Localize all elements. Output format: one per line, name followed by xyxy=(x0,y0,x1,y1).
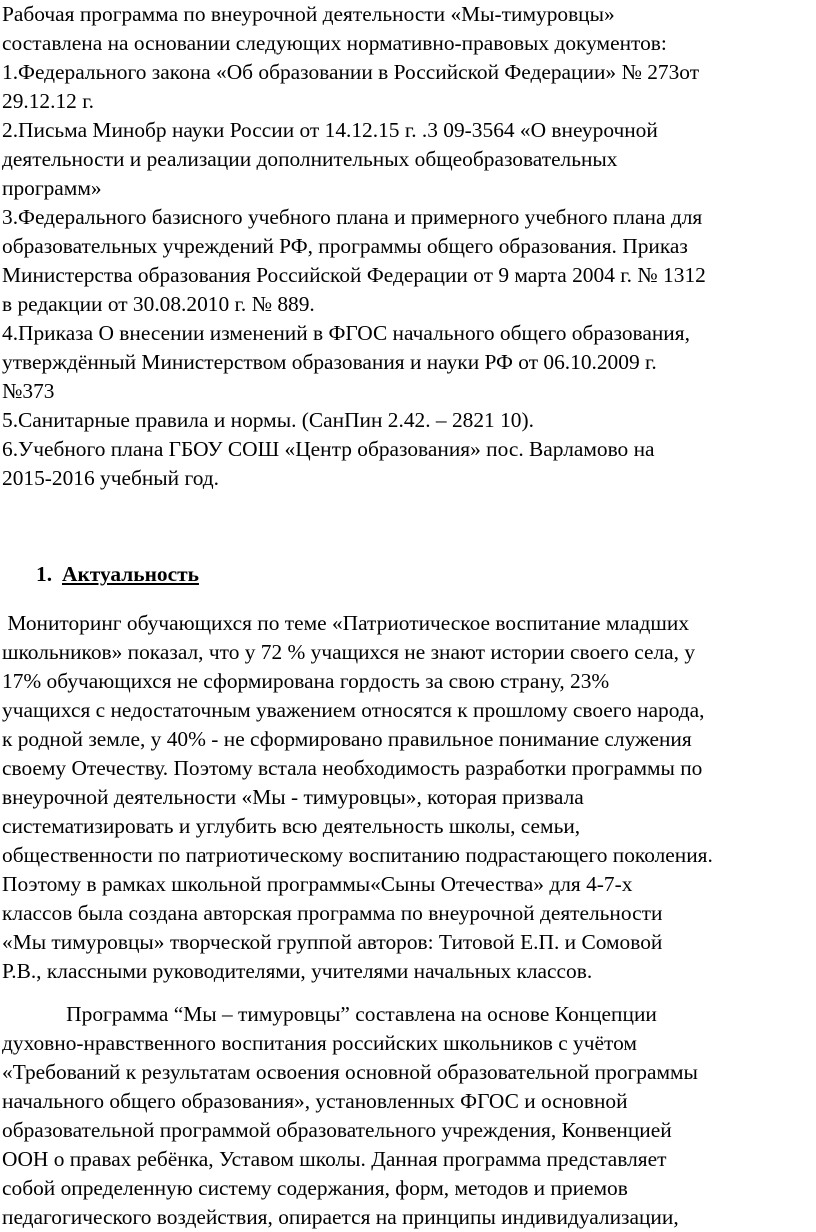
paragraph-line: внеурочной деятельности «Мы - тимуровцы», которая призвала xyxy=(2,785,584,809)
intro-line: №373 xyxy=(2,379,55,403)
intro-line: программ» xyxy=(2,176,102,200)
paragraph-line: «Требований к результатам освоения основной образовательной программы xyxy=(2,1060,698,1084)
paragraph-line: образовательной программой образовательного учреждения, Конвенцией xyxy=(2,1118,672,1142)
intro-line: 2015-2016 учебный год. xyxy=(2,466,220,490)
intro-line: составлена на основании следующих нормативно-правовых документов: xyxy=(2,31,667,55)
paragraph-line: ООН о правах ребёнка, Уставом школы. Данная программа представляет xyxy=(2,1147,667,1171)
intro-line: Министерства образования Российской Федерации от 9 марта 2004 г. № 1312 xyxy=(2,263,706,287)
section-number: 1. xyxy=(36,562,53,586)
intro-line: 5.Санитарные правила и нормы. (СанПин 2.42. – 2821 10). xyxy=(2,408,534,432)
paragraph-line: своему Отечеству. Поэтому встала необходимость разработки программы по xyxy=(2,756,703,780)
paragraph-line: «Мы тимуровцы» творческой группой авторов: Титовой Е.П. и Сомовой xyxy=(2,930,663,954)
paragraph-line: собой определенную систему содержания, форм, методов и приемов xyxy=(2,1176,628,1200)
intro-line: в редакции от 30.08.2010 г. № 889. xyxy=(2,292,315,316)
paragraph-line: классов была создана авторская программа по внеурочной деятельности xyxy=(2,901,663,925)
paragraph-line: общественности по патриотическому воспитанию подрастающего поколения. xyxy=(2,843,713,867)
paragraph-line: начального общего образования», установленных ФГОС и основной xyxy=(2,1089,628,1113)
intro-line: 4.Приказа О внесении изменений в ФГОС начального общего образования, xyxy=(2,321,690,345)
relevance-paragraph xyxy=(2,609,814,986)
intro-line: 2.Письма Минобр науки России от 14.12.15 г. .3 09-3564 «О внеурочной xyxy=(2,118,658,142)
paragraph-line: 17% обучающихся не сформирована гордость за свою страну, 23% xyxy=(2,669,610,693)
paragraph-line: духовно-нравственного воспитания российских школьников с учётом xyxy=(2,1031,637,1055)
normative-documents-block xyxy=(2,0,814,493)
paragraph-line: Р.В., классными руководителями, учителями начальных классов. xyxy=(2,959,593,983)
paragraph-line: Поэтому в рамках школьной программы«Сыны Отечества» для 4-7-х xyxy=(2,872,633,896)
intro-line: деятельности и реализации дополнительных общеобразовательных xyxy=(2,147,618,171)
intro-line: 3.Федерального базисного учебного плана и примерного учебного плана для xyxy=(2,205,703,229)
paragraph-line: педагогического воздействия, опирается на принципы индивидуализации, xyxy=(2,1205,679,1229)
section-heading xyxy=(36,560,199,589)
paragraph-line: Программа “Мы – тимуровцы” составлена на основе Концепции xyxy=(2,1002,657,1026)
intro-line: 1.Федерального закона «Об образовании в Российской Федерации» № 273от xyxy=(2,60,700,84)
paragraph-line: учащихся с недостаточным уважением относятся к прошлому своего народа, xyxy=(2,698,705,722)
paragraph-line: к родной земле, у 40% - не сформировано правильное понимание служения xyxy=(2,727,692,751)
section-title: Актуальность xyxy=(62,562,199,586)
intro-line: 29.12.12 г. xyxy=(2,89,94,113)
intro-line: 6.Учебного плана ГБОУ СОШ «Центр образования» пос. Варламово на xyxy=(2,437,655,461)
paragraph-line: систематизировать и углубить всю деятельность школы, семьи, xyxy=(2,814,581,838)
intro-line: Рабочая программа по внеурочной деятельности «Мы-тимуровцы» xyxy=(2,2,615,26)
paragraph-line: Мониторинг обучающихся по теме «Патриотическое воспитание младших xyxy=(2,611,690,635)
intro-line: утверждённый Министерством образования и науки РФ от 06.10.2009 г. xyxy=(2,350,657,374)
program-basis-paragraph xyxy=(2,1000,814,1232)
paragraph-line: школьников» показал, что у 72 % учащихся не знают истории своего села, у xyxy=(2,640,696,664)
intro-line: образовательных учреждений РФ, программы общего образования. Приказ xyxy=(2,234,688,258)
